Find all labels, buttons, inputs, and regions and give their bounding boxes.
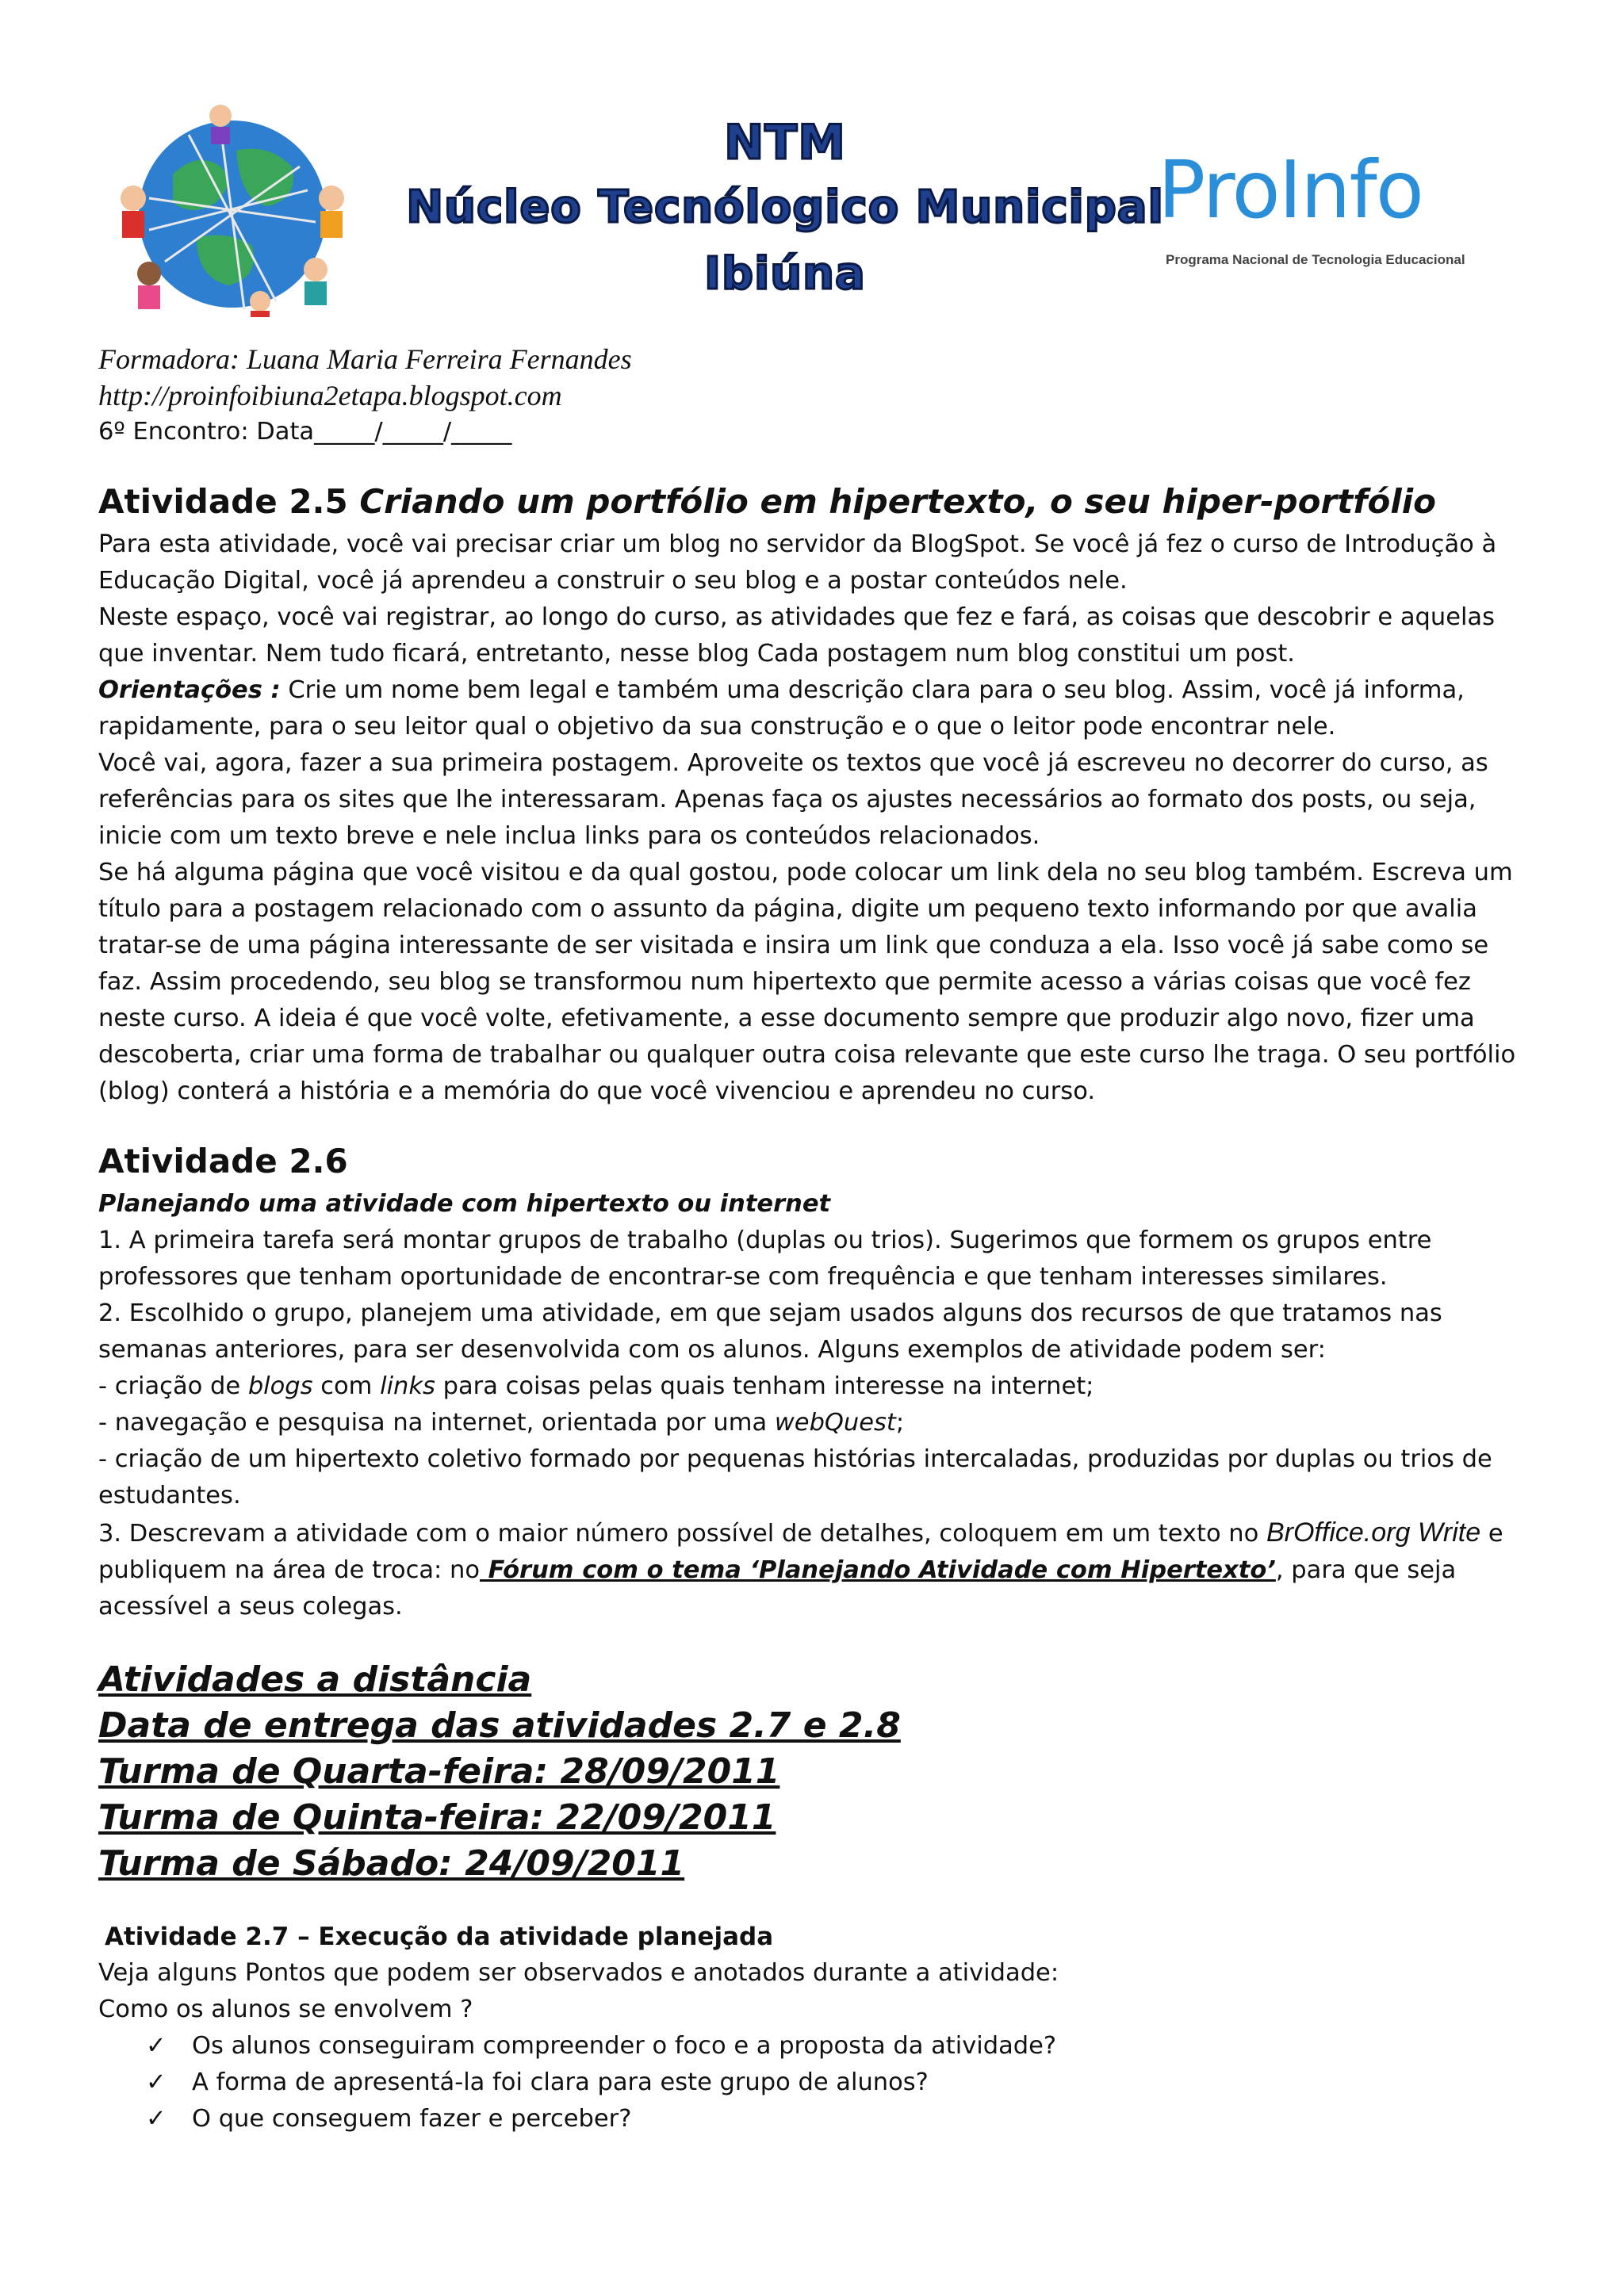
example-links-term: links <box>380 1372 435 1400</box>
distance-activities-block <box>98 1657 1534 1887</box>
activity-2-7-question: Como os alunos se envolvem ? <box>98 1996 473 2023</box>
class-wednesday: Turma de Quarta-feira: 28/09/2011 <box>98 1751 780 1792</box>
proinfo-wordmark: ProInfo <box>1158 144 1423 236</box>
checklist-item <box>146 2101 1534 2137</box>
activity-2-6-item-1: 1. A primeira tarefa será montar grupos de trabalho (duplas ou trios). Sugerimos que formem os grupos entre professores que tenham oportunidade de encontrar-se com frequência e que tenham interesses similares. <box>98 1226 1432 1291</box>
item-3-text-d: , para que seja acessível a seus colegas. <box>98 1556 1457 1621</box>
class-thursday: Turma de Quinta-feira: 22/09/2011 <box>98 1797 776 1838</box>
meta-block <box>98 341 1534 450</box>
example-blogs <box>98 1368 1534 1405</box>
activity-2-5-heading <box>98 480 1534 523</box>
example-webquest <box>98 1405 1534 1441</box>
checkmark-icon: ✓ <box>146 2068 167 2096</box>
class-saturday: Turma de Sábado: 24/09/2011 <box>98 1843 685 1884</box>
checkmark-icon: ✓ <box>146 2105 167 2133</box>
example-webquest-text-a: - navegação e pesquisa na internet, orientada por uma <box>98 1409 775 1437</box>
broffice-term: BrOffice.org Write <box>1266 1517 1481 1548</box>
checklist-item <box>146 2028 1534 2064</box>
checklist <box>98 2028 1534 2137</box>
document-body <box>98 341 1534 2137</box>
activity-2-5-number: Atividade 2.5 <box>98 482 360 521</box>
proinfo-logo <box>1158 144 1507 277</box>
activity-2-7-heading: Atividade 2.7 – Execução da atividade planejada <box>105 1923 774 1951</box>
example-blogs-text-a: - criação de <box>98 1372 248 1400</box>
activity-2-5-paragraph-5: Se há alguma página que você visitou e da qual gostou, pode colocar um link dela no seu blog também. Escreva um título para a postagem relacionado com o assunto da página, digite um pequeno texto informando por que avalia tratar-se de uma página interessante de ser visitada e insira um link que conduza a ela. Isso você já sabe como se faz. Assim procedendo, seu blog se transformou num hipertexto que permite acesso a várias coisas que você fez neste curso. A ideia é que você volte, efetivamente, a esse documento sempre que produzir algo novo, fizer uma descoberta, criar uma forma de trabalhar ou qualquer outra coisa relevante que este curso lhe traga. O seu portfólio (blog) conterá a história e a memória do que você vivenciou e aprendeu no curso. <box>98 859 1516 1105</box>
activity-2-5-title: Criando um portfólio em hipertexto, o seu hiper-portfólio <box>359 482 1437 521</box>
example-blogs-term: blogs <box>247 1372 313 1400</box>
activity-2-5-paragraph-1: Para esta atividade, você vai precisar criar um blog no servidor da BlogSpot. Se você já fez o curso de Introdução à Educação Digital, você já aprendeu a construir o seu blog e a postar conteúdos nele. <box>98 530 1497 595</box>
example-blogs-text-e: para coisas pelas quais tenham interesse na internet; <box>435 1372 1094 1400</box>
blog-url: http://proinfoibiuna2etapa.blogspot.com <box>98 380 562 411</box>
title-line-3: Ibiúna <box>704 248 866 300</box>
proinfo-subtitle: Programa Nacional de Tecnologia Educacional <box>1166 252 1465 267</box>
meeting-date-line: 6º Encontro: Data_____/_____/_____ <box>98 418 512 446</box>
activity-2-6-subtitle: Planejando uma atividade com hipertexto ou internet <box>98 1190 831 1218</box>
activity-2-5-paragraph-4: Você vai, agora, fazer a sua primeira postagem. Aproveite os textos que você já escreveu no decorrer do curso, as referências para os sites que lhe interessaram. Apenas faça os ajustes necessários ao formato dos posts, ou seja, inicie com um texto breve e nele inclua links para os conteúdos relacionados. <box>98 749 1488 850</box>
activity-2-6-item-3 <box>98 1514 1534 1625</box>
activity-2-6-heading: Atividade 2.6 <box>98 1142 348 1181</box>
orientacoes-text: Crie um nome bem legal e também uma descrição clara para o seu blog. Assim, você já informa, rapidamente, para o seu leitor qual o objetivo da sua construção e o que o leitor pode encontrar nele. <box>98 676 1465 740</box>
example-webquest-text-c: ; <box>895 1409 905 1437</box>
example-blogs-text-c: com <box>312 1372 381 1400</box>
globe-people-logo-icon <box>102 103 363 317</box>
distance-title: Atividades a distância <box>98 1659 532 1700</box>
item-3-text-c: e publiquem na área de troca: no <box>98 1520 1503 1584</box>
checklist-item-text: O que conseguem fazer e perceber? <box>192 2105 632 2133</box>
delivery-date-title: Data de entrega das atividades 2.7 e 2.8 <box>98 1705 901 1746</box>
checklist-item-text: Os alunos conseguiram compreender o foco e a proposta da atividade? <box>192 2032 1057 2060</box>
checklist-item-text: A forma de apresentá-la foi clara para este grupo de alunos? <box>192 2068 929 2096</box>
activity-2-7-intro: Veja alguns Pontos que podem ser observados e anotados durante a atividade: <box>98 1959 1059 1987</box>
title-line-1: NTM <box>724 115 846 170</box>
activity-2-5-paragraph-3 <box>98 672 1534 745</box>
document-header <box>0 0 1624 333</box>
item-3-text-a: 3. Descrevam a atividade com o maior número possível de detalhes, coloquem em um texto no <box>98 1520 1266 1548</box>
title-line-2: Núcleo Tecnólogico Municipal <box>406 182 1164 233</box>
activity-2-5-paragraph-2: Neste espaço, você vai registrar, ao longo do curso, as atividades que fez e fará, as coisas que descobrir e aquelas que inventar. Nem tudo ficará, entretanto, nesse blog Cada postagem num blog constitui um post. <box>98 603 1496 668</box>
trainer-line: Formadora: Luana Maria Ferreira Fernandes <box>98 343 632 375</box>
orientacoes-label: Orientações : <box>98 676 281 704</box>
activity-2-6-item-2: 2. Escolhido o grupo, planejem uma atividade, em que sejam usados alguns dos recursos de que tratamos nas semanas anteriores, para ser desenvolvida com os alunos. Alguns exemplos de atividade podem ser: <box>98 1299 1442 1364</box>
webquest-term: webQuest <box>774 1409 896 1437</box>
ntm-title <box>349 115 1221 300</box>
forum-link[interactable]: Fórum com o tema ‘Planejando Atividade com Hipertexto’ <box>480 1556 1276 1584</box>
example-hypertext: - criação de um hipertexto coletivo formado por pequenas histórias intercaladas, produzidas por duplas ou trios de estudantes. <box>98 1445 1492 1510</box>
checkmark-icon: ✓ <box>146 2032 167 2060</box>
checklist-item <box>146 2064 1534 2101</box>
